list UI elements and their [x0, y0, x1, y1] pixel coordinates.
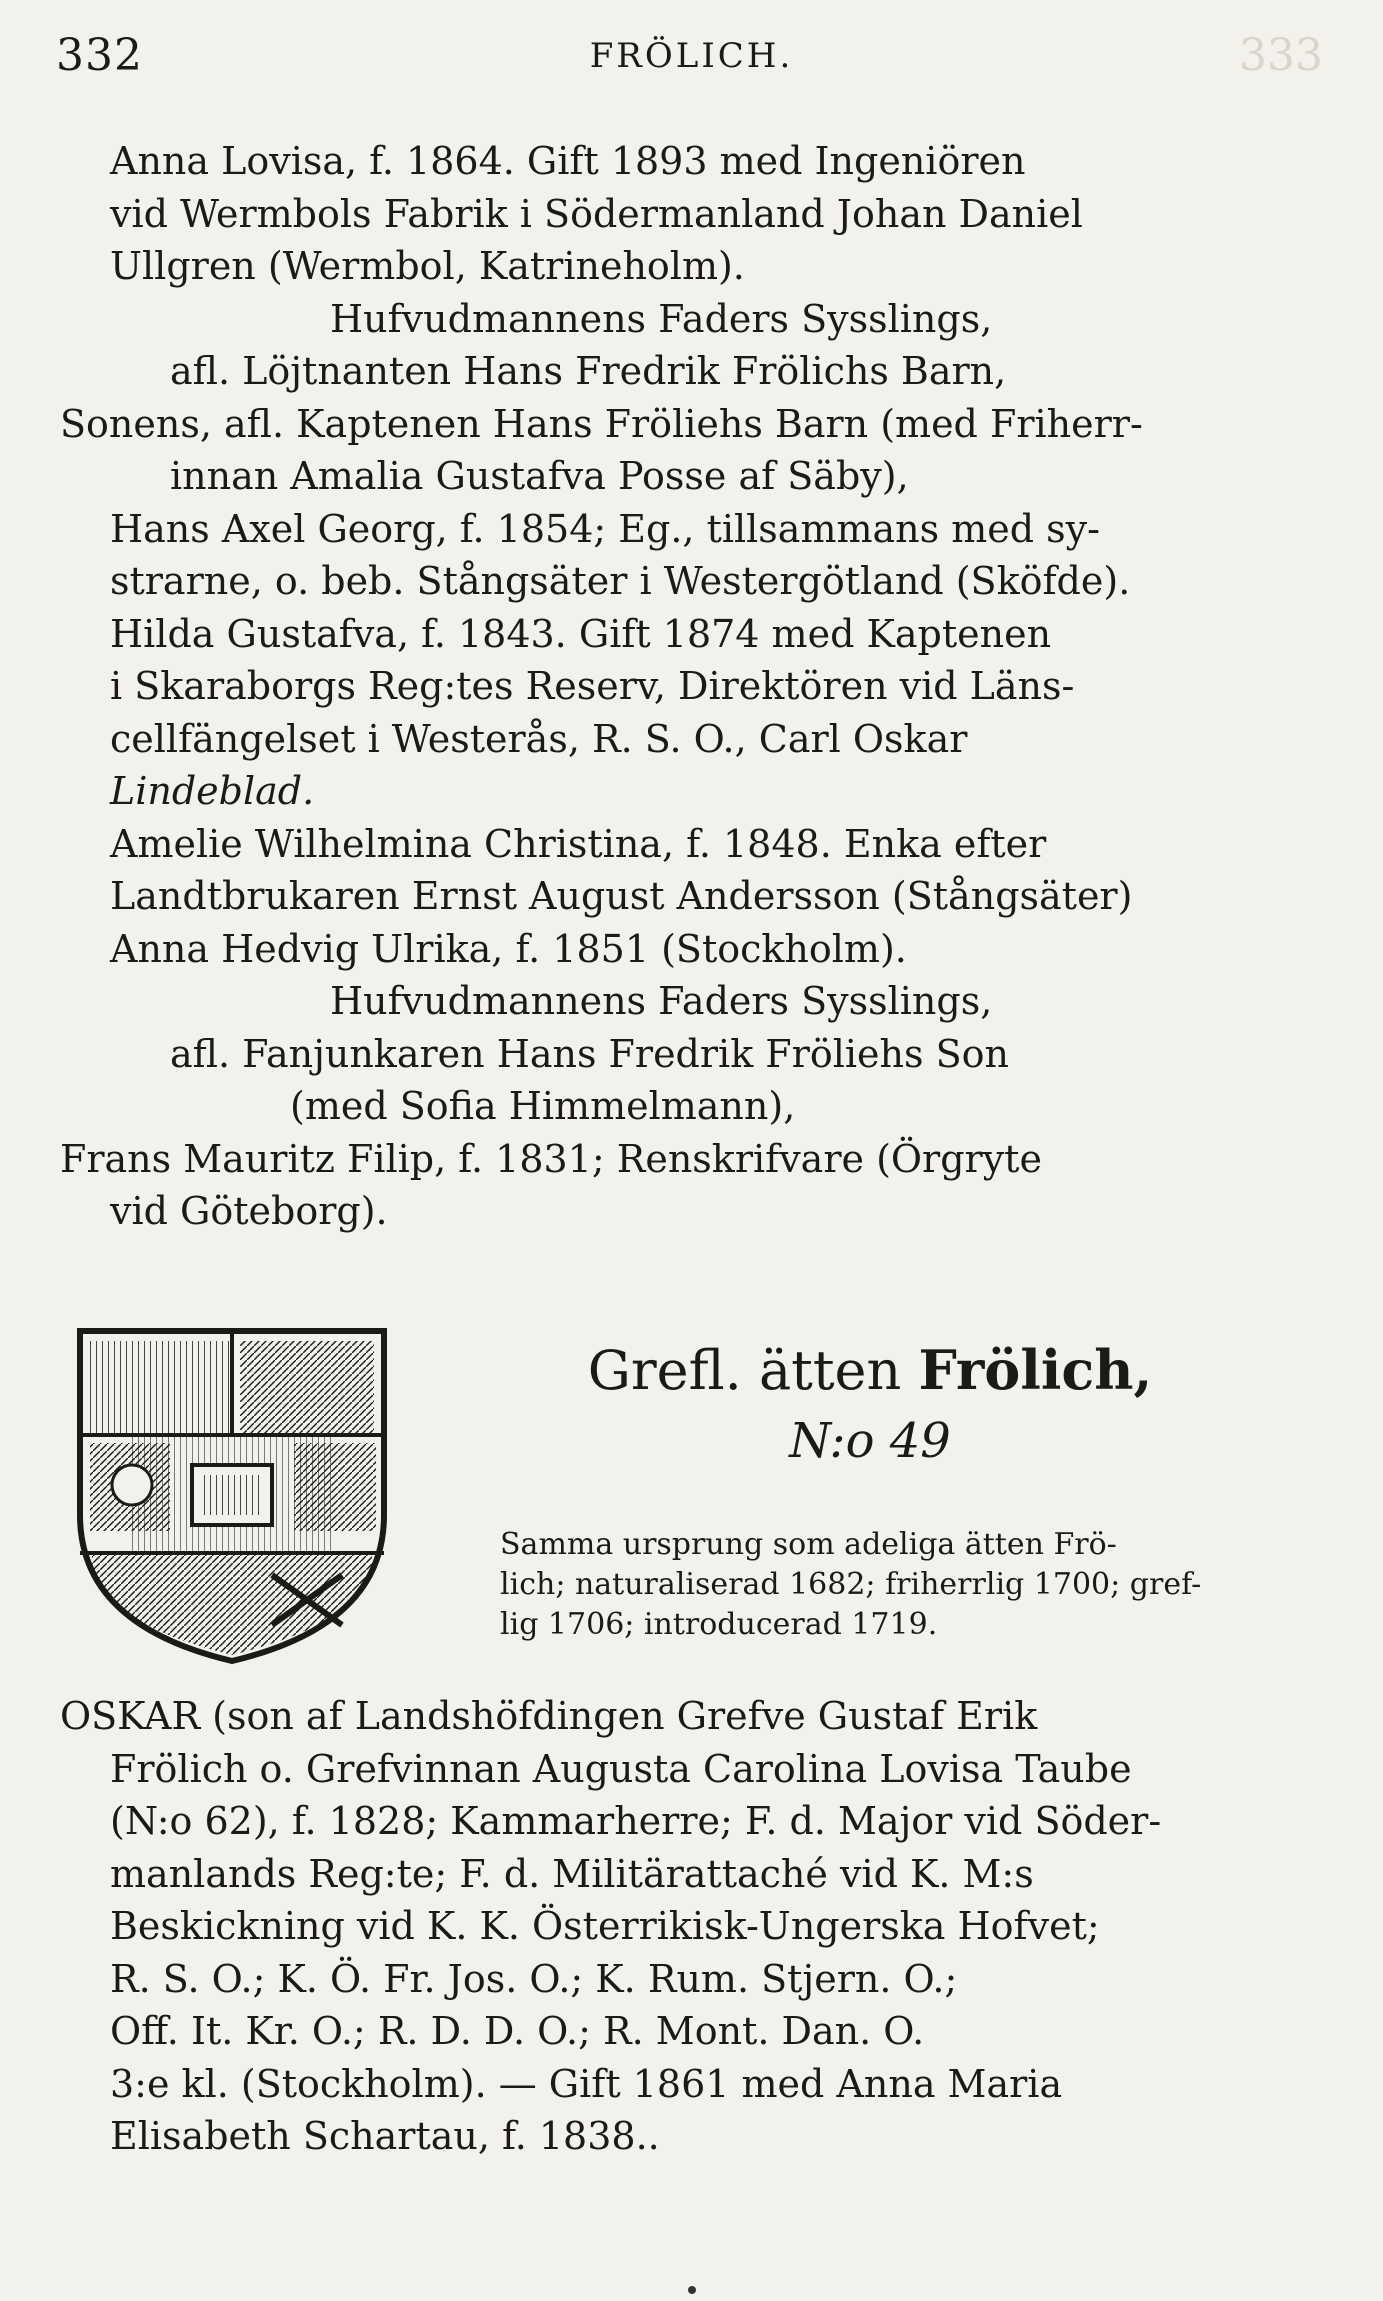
text-line: Amelie Wilhelmina Christina, f. 1848. Enka efter: [110, 821, 1047, 866]
text-line: OSKAR (son af Landshöfdingen Grefve Gustaf Erik: [60, 1694, 1038, 1738]
text-line: vid Wermbols Fabrik i Södermanland Johan Daniel: [110, 191, 1083, 236]
text-line: lich; naturaliserad 1682; friherrlig 1700; gref-: [500, 1567, 1202, 1602]
text-line: Hans Axel Georg, f. 1854; Eg., tillsammans med sy-: [110, 506, 1100, 551]
text-line: vid Göteborg).: [110, 1189, 388, 1233]
text-line: Ullgren (Wermbol, Katrineholm).: [110, 244, 745, 288]
text-line: Beskickning vid K. K. Österrikisk-Ungerska Hofvet;: [110, 1904, 1100, 1948]
family-entries: [60, 135, 1330, 1238]
text-line: manlands Reg:te; F. d. Militärattaché vid K. M:s: [110, 1851, 1034, 1896]
text-line: Anna Lovisa, f. 1864. Gift 1893 med Ingeniören: [110, 139, 1026, 183]
print-speck: [688, 2286, 696, 2294]
lineage-description: [500, 1525, 1320, 1645]
text-line: Hilda Gustafva, f. 1843. Gift 1874 med Kaptenen: [110, 611, 1052, 656]
text-line: Lindeblad.: [110, 769, 315, 813]
text-line: R. S. O.; K. Ö. Fr. Jos. O.; K. Rum. Stjern. O.;: [110, 1956, 958, 2001]
text-line: Off. It. Kr. O.; R. D. D. O.; R. Mont. Dan. O.: [110, 2009, 925, 2053]
lineage-title-prefix: Grefl. ätten: [587, 1339, 902, 1402]
text-line: Samma ursprung som adeliga ätten Frö-: [500, 1527, 1117, 1562]
text-line: afl. Fanjunkaren Hans Fredrik Fröliehs Son: [170, 1031, 1009, 1076]
text-line: Sonens, afl. Kaptenen Hans Fröliehs Barn (med Friherr-: [60, 401, 1143, 446]
text-line: Hufvudmannens Faders Sysslings,: [330, 979, 993, 1023]
coat-of-arms-icon: [72, 1325, 392, 1665]
text-line: strarne, o. beb. Stångsäter i Westergötland (Sköfde).: [110, 559, 1131, 603]
head-of-family-entry: [60, 1690, 1330, 2163]
text-line: Hufvudmannens Faders Sysslings,: [330, 296, 993, 341]
running-title: FRÖLICH.: [589, 36, 794, 76]
text-line: cellfängelset i Westerås, R. S. O., Carl Oskar: [110, 716, 968, 761]
page-number: 332: [56, 30, 143, 81]
lineage-title: [420, 1335, 1320, 1406]
text-line: Anna Hedvig Ulrika, f. 1851 (Stockholm).: [110, 926, 907, 971]
text-line: Elisabeth Schartau, f. 1838..: [110, 2114, 660, 2158]
text-line: Landtbrukaren Ernst August Andersson (Stångsäter): [110, 874, 1133, 918]
text-line: Frölich o. Grefvinnan Augusta Carolina Lovisa Taube: [110, 1746, 1132, 1791]
text-line: innan Amalia Gustafva Posse af Säby),: [170, 454, 909, 498]
page-header: [0, 30, 1383, 90]
text-line: 3:e kl. (Stockholm). — Gift 1861 med Anna Maria: [110, 2061, 1063, 2106]
lineage-title-block: [420, 1335, 1320, 1476]
lineage-title-name: Frölich,: [918, 1338, 1153, 1402]
text-line: afl. Löjtnanten Hans Fredrik Frölichs Barn,: [170, 349, 1007, 393]
bleed-through-page-number: 333: [1239, 30, 1323, 81]
text-line: i Skaraborgs Reg:tes Reserv, Direktören vid Läns-: [110, 664, 1075, 708]
lineage-number: N:o 49: [789, 1413, 951, 1469]
text-line: lig 1706; introducerad 1719.: [500, 1607, 938, 1642]
text-line: (N:o 62), f. 1828; Kammarherre; F. d. Major vid Söder-: [110, 1799, 1162, 1843]
text-line: (med Sofia Himmelmann),: [290, 1084, 796, 1128]
text-line: Frans Mauritz Filip, f. 1831; Renskrifvare (Örgryte: [60, 1136, 1042, 1181]
